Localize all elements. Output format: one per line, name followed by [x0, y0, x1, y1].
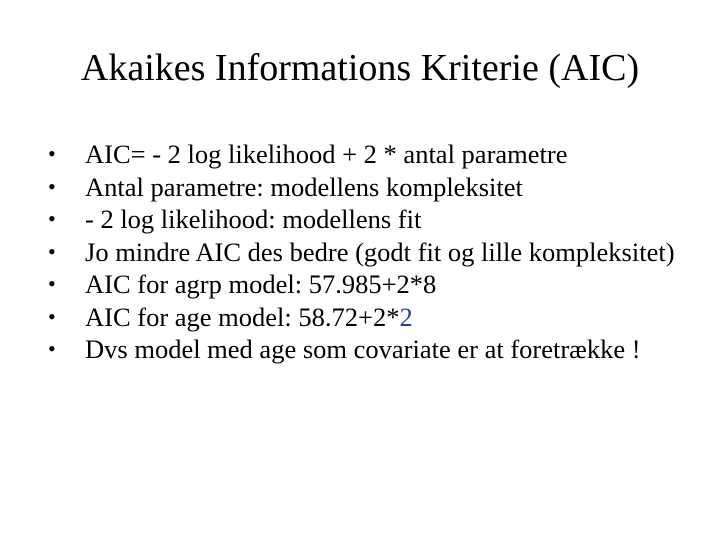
- bullet-list: [48, 138, 688, 366]
- bullet-item-smaller-aic-better: [48, 236, 688, 269]
- bullet-text: Jo mindre AIC des bedre (godt fit og lille kompleksitet): [85, 236, 675, 267]
- bullet-text: Dvs model med age som covariate er at foretrække !: [85, 334, 641, 364]
- bullet-item-agrp-model-aic: [48, 268, 688, 301]
- bullet-item-aic-formula: [48, 138, 688, 171]
- bullet-item-parameter-count: [48, 171, 688, 204]
- bullet-text: AIC= - 2 log likelihood + 2 * antal parametre: [85, 139, 568, 169]
- slide-title: Akaikes Informations Kriterie (AIC): [80, 47, 640, 89]
- bullet-text: AIC for agrp model: 57.985+2*8: [85, 269, 437, 299]
- bullet-icon: •: [48, 238, 56, 264]
- bullet-item-log-likelihood: [48, 203, 688, 236]
- bullet-icon: •: [48, 271, 56, 296]
- bullet-text: - 2 log likelihood: modellens fit: [85, 204, 422, 234]
- bullet-icon: •: [48, 173, 56, 199]
- bullet-icon: •: [48, 206, 56, 231]
- bullet-icon: •: [48, 303, 56, 329]
- bullet-icon: •: [48, 141, 56, 166]
- bullet-text: Antal parametre: modellens kompleksitet: [85, 171, 523, 202]
- bullet-item-conclusion: [48, 333, 688, 366]
- bullet-item-age-model-aic: [48, 301, 688, 334]
- bullet-icon: •: [48, 336, 56, 361]
- bullet-text: AIC for age model: 58.72+2*: [85, 301, 400, 332]
- accent-number: 2: [399, 301, 413, 332]
